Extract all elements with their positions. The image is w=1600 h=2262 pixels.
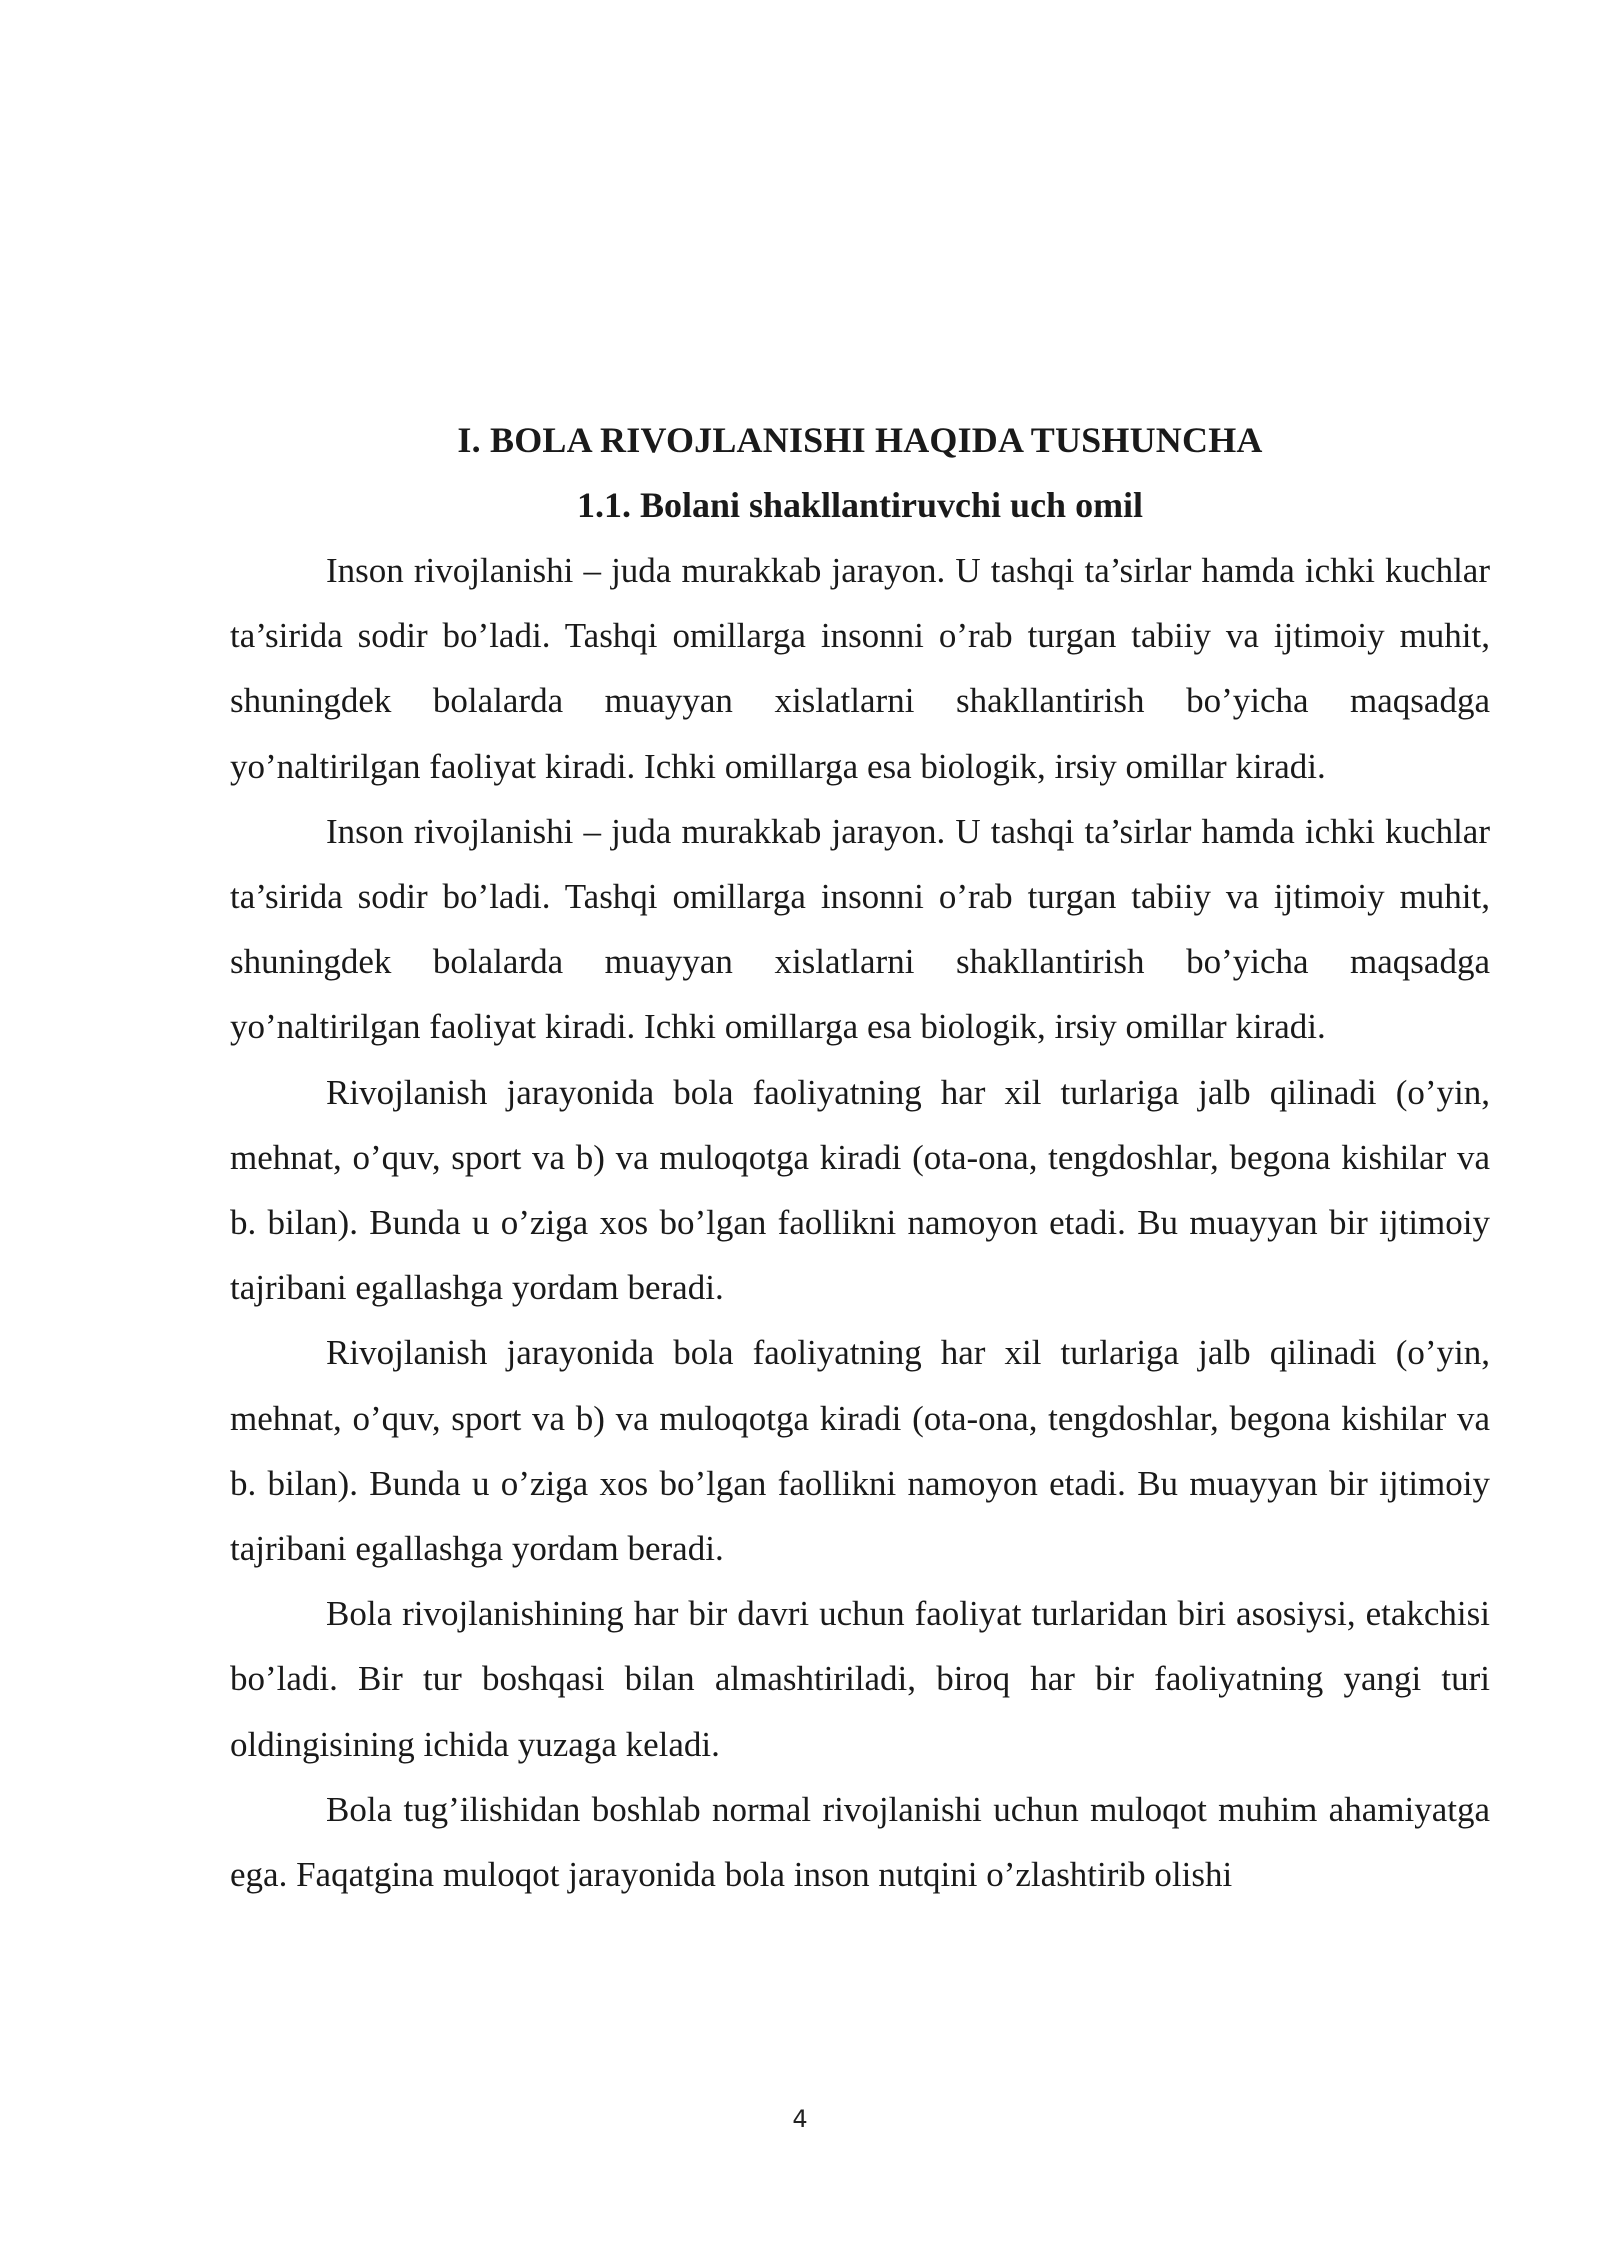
- page-number: 4: [792, 2105, 808, 2133]
- section-title: 1.1. Bolani shakllantiruvchi uch omil: [576, 485, 1144, 525]
- paragraph-5: Bola rivojlanishining har bir davri uchun faoliyat turlaridan biri asosiysi, etakchisi bo’ladi. Bir tur boshqasi bilan almashtiriladi, biroq har bir faoliyatning yangi turi oldingisining ichida yuzaga keladi.: [230, 1594, 1490, 1764]
- page-content: [230, 408, 1490, 1907]
- paragraph-4: Rivojlanish jarayonida bola faoliyatning har xil turlariga jalb qilinadi (o’yin, mehnat, o’quv, sport va b) va muloqotga kiradi (ota-ona, tengdoshlar, begona kishilar va b. bilan). Bunda u o’ziga xos bo’lgan faollikni namoyon etadi. Bu muayyan bir ijtimoiy tajribani egallashga yordam beradi.: [230, 1333, 1490, 1569]
- paragraph-1: Inson rivojlanishi – juda murakkab jarayon. U tashqi ta’sirlar hamda ichki kuchlar ta’sirida sodir bo’ladi. Tashqi omillarga insonni o’rab turgan tabiiy va ijtimoiy muhit, shuningdek bolalarda muayyan xislatlarni shakllantirish bo’yicha maqsadga yo’naltirilgan faoliyat kiradi. Ichki omillarga esa biologik, irsiy omillar kiradi.: [230, 551, 1490, 786]
- paragraph-3: Rivojlanish jarayonida bola faoliyatning har xil turlariga jalb qilinadi (o’yin, mehnat, o’quv, sport va b) va muloqotga kiradi (ota-ona, tengdoshlar, begona kishilar va b. bilan). Bunda u o’ziga xos bo’lgan faollikni namoyon etadi. Bu muayyan bir ijtimoiy tajribani egallashga yordam beradi.: [230, 1072, 1490, 1308]
- paragraph-2: Inson rivojlanishi – juda murakkab jarayon. U tashqi ta’sirlar hamda ichki kuchlar ta’sirida sodir bo’ladi. Tashqi omillarga insonni o’rab turgan tabiiy va ijtimoiy muhit, shuningdek bolalarda muayyan xislatlarni shakllantirish bo’yicha maqsadga yo’naltirilgan faoliyat kiradi. Ichki omillarga esa biologik, irsiy omillar kiradi.: [230, 811, 1490, 1047]
- chapter-title: I. BOLA RIVOJLANISHI HAQIDA TUSHUNCHA: [457, 420, 1263, 460]
- paragraph-6: Bola tug’ilishidan boshlab normal rivojlanishi uchun muloqot muhim ahamiyatga ega. Faqatgina muloqot jarayonida bola inson nutqini o’zlashtirib olishi: [230, 1789, 1490, 1895]
